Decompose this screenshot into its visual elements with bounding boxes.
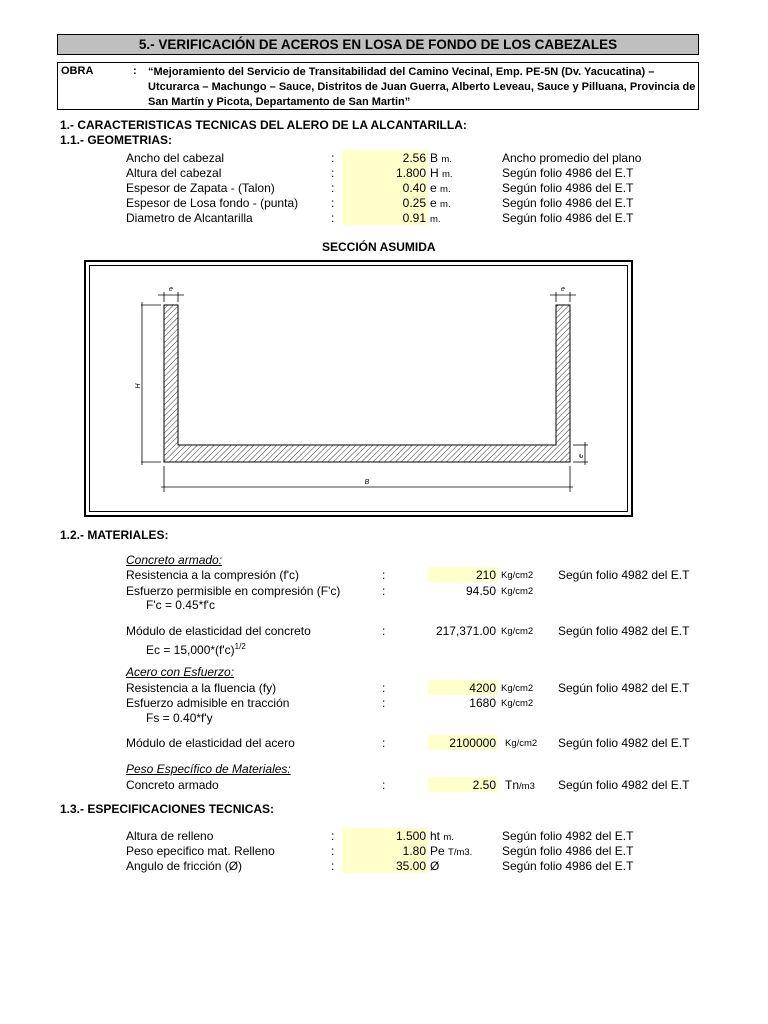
section-1-3-heading: 1.3.- ESPECIFICACIONES TECNICAS: xyxy=(60,802,275,816)
geo-rows-note: Según folio 4986 del E.T xyxy=(502,211,634,225)
spec-rows-colon: : xyxy=(331,829,335,843)
fc-colon: : xyxy=(382,568,386,582)
acero-title: Acero con Esfuerzo: xyxy=(126,665,235,679)
Fs-colon: : xyxy=(382,696,386,710)
section-drawing xyxy=(84,260,633,517)
spec-rows-value: 1.80 xyxy=(402,844,426,858)
Es-label: Módulo de elasticidad del acero xyxy=(126,736,295,750)
Fc-unit: Kg/cm2 xyxy=(501,586,534,597)
spec-rows-label: Altura de relleno xyxy=(126,829,214,843)
Fc-label: Esfuerzo permisible en compresión (F'c) xyxy=(126,584,341,598)
Ec-colon: : xyxy=(382,624,386,638)
geo-rows-colon: : xyxy=(331,196,335,210)
fc-value: 210 xyxy=(475,568,496,582)
geo-rows-value: 0.25 xyxy=(402,196,426,210)
Es-note: Según folio 4982 del E.T xyxy=(558,736,690,750)
section-1-2-heading: 1.2.- MATERIALES: xyxy=(60,528,169,542)
peso-title: Peso Específico de Materiales: xyxy=(126,762,291,776)
concreto-title: Concreto armado: xyxy=(126,553,223,567)
geo-rows-note: Según folio 4986 del E.T xyxy=(502,181,634,195)
spec-rows-unit: Pe T/m3. xyxy=(430,844,473,858)
spec-rows-unit: ht m. xyxy=(430,829,454,843)
u-section-svg xyxy=(86,262,631,515)
obra-label: OBRA xyxy=(61,65,94,77)
u-section-shape xyxy=(164,305,570,462)
fy-value: 4200 xyxy=(469,681,496,695)
spec-rows-note: Según folio 4982 del E.T xyxy=(502,829,634,843)
geo-rows-colon: : xyxy=(331,211,335,225)
Fs-formula: Fs = 0.40*f'y xyxy=(146,711,213,725)
Ec-note: Según folio 4982 del E.T xyxy=(558,624,690,638)
page-title: 5.- VERIFICACIÓN DE ACEROS EN LOSA DE FONDO DE LOS CABEZALES xyxy=(57,34,699,55)
geo-rows-note: Según folio 4986 del E.T xyxy=(502,196,634,210)
geo-rows-note: Según folio 4986 del E.T xyxy=(502,166,634,180)
geo-rows-value: 2.56 xyxy=(402,151,426,165)
geo-rows-label: Ancho del cabezal xyxy=(126,151,225,165)
Ec-formula: $Ec = 15,000*(f'c)^{1/2}$ xyxy=(146,642,246,657)
spec-rows-value: 35.00 xyxy=(395,859,426,873)
spec-rows-unit: Ø xyxy=(430,859,440,873)
spec-rows-value: 1.500 xyxy=(395,829,426,843)
geo-rows-label: Altura del cabezal xyxy=(126,166,222,180)
geo-rows-label: Diametro de Alcantarilla xyxy=(126,211,253,225)
geo-rows-label: Espesor de Zapata - (Talon) xyxy=(126,181,275,195)
pc-label: Concreto armado xyxy=(126,778,219,792)
dim-b: B xyxy=(364,479,370,486)
geo-rows-unit: H m. xyxy=(430,166,453,180)
spec-rows-colon: : xyxy=(331,859,335,873)
fc-note: Según folio 4982 del E.T xyxy=(558,568,690,582)
obra-box xyxy=(57,62,699,110)
Fc-value: 94.50 xyxy=(465,584,496,598)
Es-colon: : xyxy=(382,736,386,750)
fy-unit: Kg/cm2 xyxy=(501,683,534,694)
geo-rows-value: 0.40 xyxy=(402,181,426,195)
pc-note: Según folio 4982 del E.T xyxy=(558,778,690,792)
fy-note: Según folio 4982 del E.T xyxy=(558,681,690,695)
spec-rows-label: Peso epecifico mat. Relleno xyxy=(126,844,275,858)
fy-label: Resistencia a la fluencia (fy) xyxy=(126,681,277,695)
dim-e-left: e xyxy=(169,286,173,293)
geo-rows-label: Espesor de Losa fondo - (punta) xyxy=(126,196,299,210)
Es-unit: Kg/cm2 xyxy=(505,738,538,749)
geo-rows-colon: : xyxy=(331,181,335,195)
Ec-label: Módulo de elasticidad del concreto xyxy=(126,624,311,638)
dim-e-right: e xyxy=(561,286,565,293)
fc-unit: Kg/cm2 xyxy=(501,570,534,581)
fy-colon: : xyxy=(382,681,386,695)
section-1-1-heading: 1.1.- GEOMETRIAS: xyxy=(60,133,173,147)
section-1-heading: 1.- CARACTERISTICAS TECNICAS DEL ALERO DE LA ALCANTARILLA: xyxy=(60,118,467,132)
geo-rows-unit: e m. xyxy=(430,181,451,195)
dim-h: H xyxy=(135,383,142,389)
dim-e-bottom: e xyxy=(578,454,585,458)
Fc-formula: F'c = 0.45*f'c xyxy=(146,598,215,612)
Fs-label: Esfuerzo admisible en tracción xyxy=(126,696,290,710)
Ec-unit: Kg/cm2 xyxy=(501,626,534,637)
section-assumed-title: SECCIÓN ASUMIDA xyxy=(322,240,436,254)
fc-label: Resistencia a la compresión (f'c) xyxy=(126,568,300,582)
obra-text: “Mejoramiento del Servicio de Transitabilidad del Camino Vecinal, Emp. PE-5N (Dv. Yacucatina) – Utcurarca – Machungo – Sauce, Distritos de Juan Guerra, Alberto Leveau, Sauce y Pilluana, Provincia de San Martín y Picota, Departamento de San Martin” xyxy=(148,66,696,108)
geo-rows-colon: : xyxy=(331,166,335,180)
obra-colon: : xyxy=(133,65,137,77)
Es-value: 2100000 xyxy=(449,736,496,750)
pc-value: 2.50 xyxy=(472,778,496,792)
spec-rows-note: Según folio 4986 del E.T xyxy=(502,844,634,858)
spec-rows-note: Según folio 4986 del E.T xyxy=(502,859,634,873)
geo-rows-unit: m. xyxy=(430,214,441,225)
geo-rows-colon: : xyxy=(331,151,335,165)
Fs-value: 1680 xyxy=(469,696,496,710)
pc-colon: : xyxy=(382,778,386,792)
spec-rows-label: Angulo de fricción (Ø) xyxy=(126,859,243,873)
Fs-unit: Kg/cm2 xyxy=(501,698,534,709)
geo-rows-value: 0.91 xyxy=(402,211,426,225)
pc-unit: Tn/m3 xyxy=(505,778,535,792)
Fc-colon: : xyxy=(382,584,386,598)
geo-rows-note: Ancho promedio del plano xyxy=(502,151,642,165)
geo-rows-value: 1.800 xyxy=(395,166,426,180)
geo-rows-unit: e m. xyxy=(430,196,451,210)
spec-rows-colon: : xyxy=(331,844,335,858)
geo-rows-unit: B m. xyxy=(430,151,452,165)
Ec-value: 217,371.00 xyxy=(435,624,496,638)
